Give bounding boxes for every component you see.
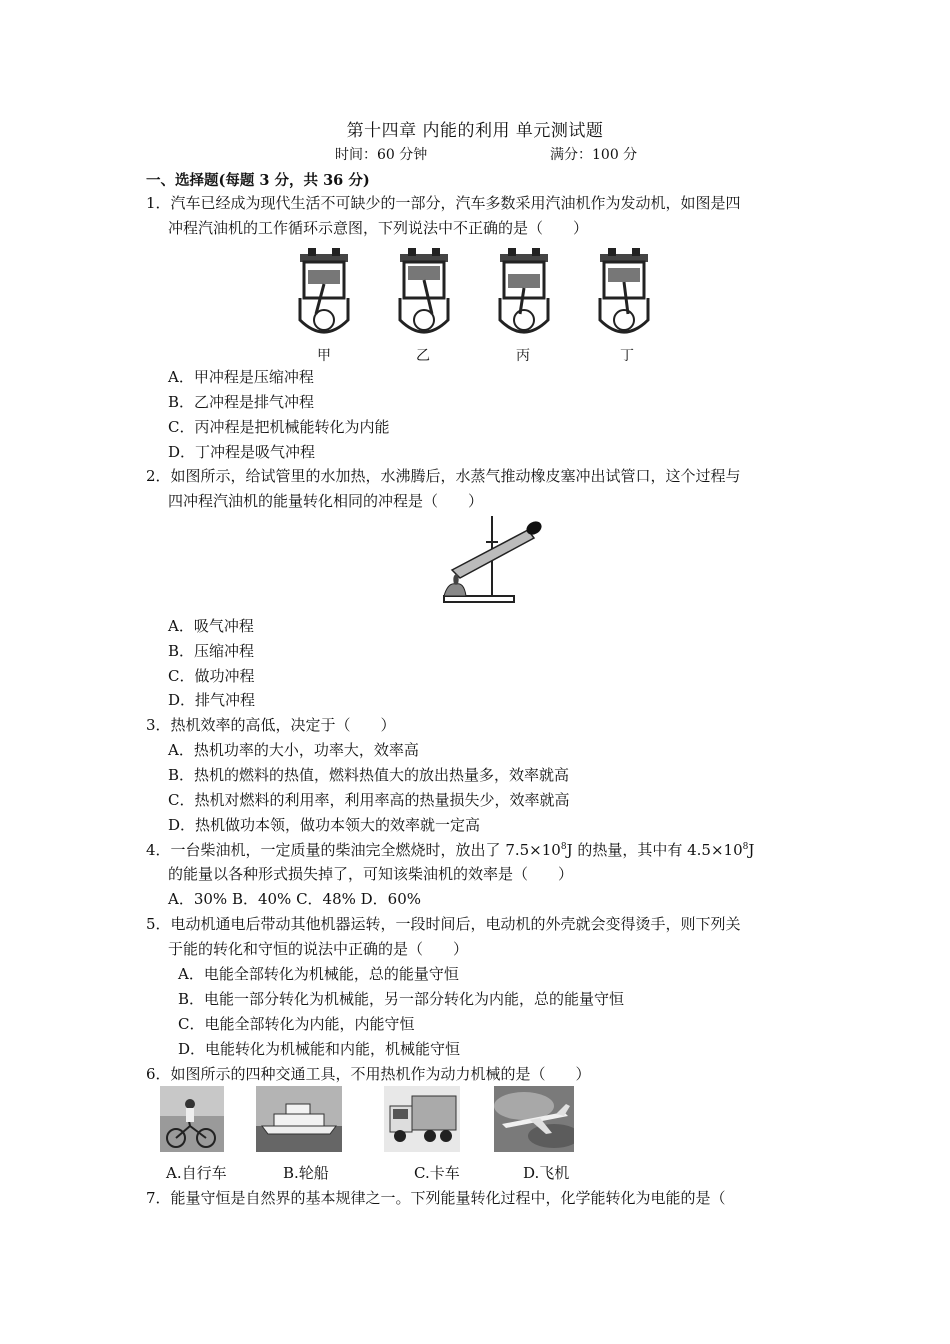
section-heading: 一、选择题(每题 3 分，共 36 分) [146, 172, 370, 189]
engine-diagram-jia [300, 248, 348, 332]
page-title: 第十四章 内能的利用 单元测试题 [346, 121, 604, 141]
question-2-text: 2．如图所示，给试管里的水加热，水沸腾后，水蒸气推动橡皮塞冲出试管口，这个过程与 [146, 467, 741, 485]
figure-label-ding: 丁 [620, 348, 634, 364]
test-tube-figure [440, 512, 550, 604]
ship-photo [256, 1086, 342, 1152]
truck-photo [384, 1086, 460, 1152]
question-1-option-b: B．乙冲程是排气冲程 [168, 393, 315, 411]
question-1-option-a: A．甲冲程是压缩冲程 [168, 368, 314, 386]
exam-score: 满分：100 分 [550, 147, 638, 163]
question-1-option-d: D．丁冲程是吸气冲程 [168, 443, 316, 461]
question-6-option-a: A.自行车 [166, 1164, 227, 1182]
bicycle-photo [160, 1086, 224, 1152]
question-6-option-d: D.飞机 [523, 1164, 570, 1182]
question-6-option-c: C.卡车 [414, 1164, 460, 1182]
question-3-text: 3．热机效率的高低，决定于（ ） [146, 716, 396, 734]
question-4-text: 4．一台柴油机，一定质量的柴油完全燃烧时，放出了 $7.5\times 10^8J$ 的热量，其中有 $4.5\times 10^8J$ [146, 841, 755, 859]
question-6-option-b: B.轮船 [283, 1164, 329, 1182]
question-3-option-c: C．热机对燃料的利用率，利用率高的热量损失少，效率就高 [168, 791, 570, 809]
question-4-options: A．30% B．40% C．48% D．60% [168, 890, 422, 908]
engine-strokes-figure [290, 240, 670, 345]
question-5-text: 5．电动机通电后带动其他机器运转，一段时间后，电动机的外壳就会变得烫手，则下列关 [146, 915, 741, 933]
figure-label-jia: 甲 [317, 348, 331, 364]
question-2-option-d: D．排气冲程 [168, 691, 256, 709]
question-5-option-d: D．电能转化为机械能和内能，机械能守恒 [178, 1040, 461, 1058]
figure-label-yi: 乙 [416, 348, 430, 364]
question-2-option-c: C．做功冲程 [168, 667, 255, 685]
airplane-photo [494, 1086, 574, 1152]
question-4-text-cont: 的能量以各种形式损失掉了，可知该柴油机的效率是（ ） [168, 865, 574, 883]
question-1-option-c: C．丙冲程是把机械能转化为内能 [168, 418, 390, 436]
exam-time: 时间：60 分钟 [335, 147, 428, 163]
question-3-option-b: B．热机的燃料的热值，燃料热值大的放出热量多，效率就高 [168, 766, 570, 784]
question-1-text-cont: 冲程汽油机的工作循环示意图，下列说法中不正确的是（ ） [168, 219, 589, 237]
question-2-text-cont: 四冲程汽油机的能量转化相同的冲程是（ ） [168, 492, 484, 510]
engine-diagram-yi [400, 248, 448, 332]
question-5-option-b: B．电能一部分转化为机械能，另一部分转化为内能，总的能量守恒 [178, 990, 625, 1008]
question-2-option-b: B．压缩冲程 [168, 642, 255, 660]
question-5-option-a: A．电能全部转化为机械能，总的能量守恒 [178, 965, 459, 983]
engine-diagram-bing [500, 248, 548, 332]
question-2-option-a: A．吸气冲程 [168, 617, 254, 635]
question-6-text: 6．如图所示的四种交通工具，不用热机作为动力机械的是（ ） [146, 1065, 591, 1083]
question-5-text-cont: 于能的转化和守恒的说法中正确的是（ ） [168, 940, 469, 958]
question-7-text: 7．能量守恒是自然界的基本规律之一。下列能量转化过程中，化学能转化为电能的是（ [146, 1189, 726, 1207]
question-1-text: 1．汽车已经成为现代生活不可缺少的一部分，汽车多数采用汽油机作为发动机，如图是四 [146, 194, 741, 212]
question-5-option-c: C．电能全部转化为内能，内能守恒 [178, 1015, 415, 1033]
question-3-option-a: A．热机功率的大小，功率大，效率高 [168, 741, 419, 759]
figure-label-bing: 丙 [516, 348, 530, 364]
engine-diagram-ding [600, 248, 648, 332]
question-3-option-d: D．热机做功本领，做功本领大的效率就一定高 [168, 816, 481, 834]
